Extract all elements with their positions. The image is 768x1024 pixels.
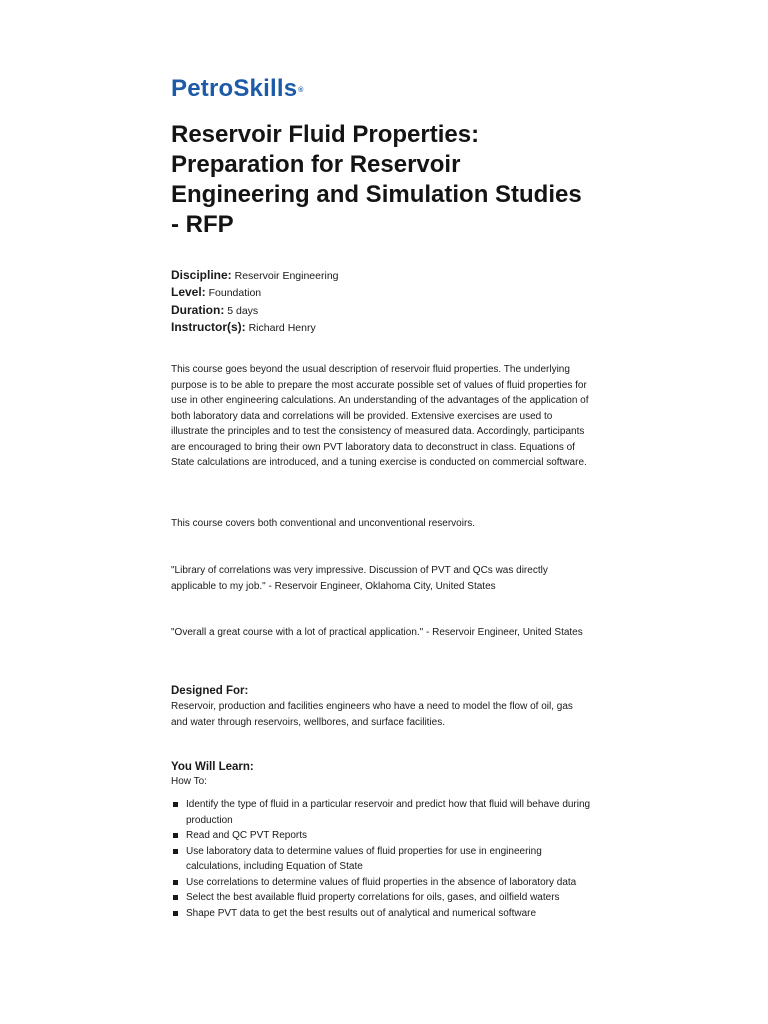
course-title: Reservoir Fluid Properties: Preparation for Reservoir Engineering and Simulation Studies - RFP [171,121,582,238]
meta-discipline [171,267,591,284]
course-description: This course goes beyond the usual description of reservoir fluid properties. The underlying purpose is to be able to prepare the most accurate possible set of values of fluid properties for use in other engineering calculations. An understanding of the advantages of the application of both laboratory data and correlations will be provided. Extensive exercises are used to illustrate the principles and to test the consistency of measured data. Accordingly, participants are encouraged to bring their own PVT laboratory data to deconstruct in class. Equations of State calculations are introduced, and a tuning exercise is conducted on commercial software. [171,364,589,468]
meta-instructor [171,319,591,336]
duration-value: 5 days [227,304,259,317]
logo-text: PetroSkills [171,75,298,102]
list-item [171,890,591,906]
registered-mark: ® [298,87,304,94]
meta-duration [171,302,591,319]
learning-objectives-list [171,797,591,921]
duration-label: Duration: [171,302,225,317]
list-item-text: Use laboratory data to determine values of fluid properties for use in engineering calculations, including Equation of State [186,845,542,872]
level-label: Level: [171,285,206,300]
list-item [171,875,591,891]
instructor-value: Richard Henry [248,321,316,334]
bullet-square-icon [173,849,178,854]
instructor-label: Instructor(s): [171,319,246,334]
list-item-text: Select the best available fluid property correlations for oils, gases, and oilfield waters [186,892,560,903]
bullet-square-icon [173,895,178,900]
petroskills-logo [171,76,304,102]
bullet-square-icon [173,880,178,885]
list-item-text: Identify the type of fluid in a particular reservoir and predict how that fluid will behave during production [186,799,591,826]
bullet-square-icon [173,833,178,838]
list-item [171,828,591,844]
list-item-text: Read and QC PVT Reports [186,830,307,841]
coverage-statement: This course covers both conventional and unconventional reservoirs. [171,518,476,529]
list-item [171,906,591,922]
list-item-text: Shape PVT data to get the best results out of analytical and numerical software [186,907,537,919]
course-meta [171,267,591,336]
list-item [171,844,591,875]
testimonial: "Library of correlations was very impressive. Discussion of PVT and QCs was directly applicable to my job." - Reservoir Engineer, Oklahoma City, United States [171,565,548,592]
testimonial: "Overall a great course with a lot of practical application." - Reservoir Engineer, United States [171,627,583,638]
discipline-label: Discipline: [171,268,232,282]
level-value: Foundation [208,287,262,300]
you-will-learn-heading: You Will Learn: [171,761,254,773]
bullet-square-icon [173,911,178,916]
meta-level [171,284,591,301]
designed-for-heading: Designed For: [171,685,249,697]
list-item-text: Use correlations to determine values of fluid properties in the absence of laboratory data [186,876,577,888]
bullet-square-icon [173,802,178,807]
you-will-learn-intro: How To: [171,776,207,787]
discipline-value: Reservoir Engineering [234,270,339,282]
list-item [171,797,591,828]
designed-for-text: Reservoir, production and facilities engineers who have a need to model the flow of oil, gas and water through reservoirs, wellbores, and surface facilities. [171,701,573,728]
